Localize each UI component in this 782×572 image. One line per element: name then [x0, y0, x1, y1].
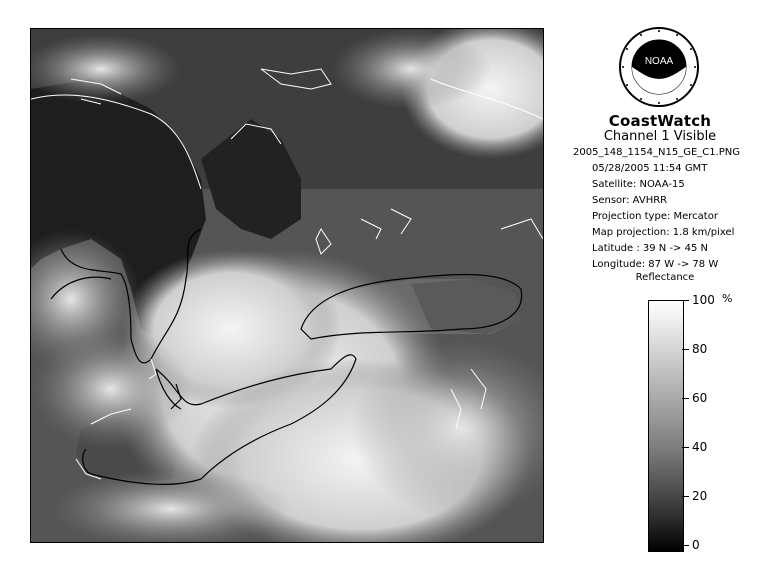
- colorbar-tick-label: 40: [692, 440, 708, 454]
- datetime: 05/28/2005 11:54 GMT: [592, 163, 708, 174]
- satellite: Satellite: NOAA-15: [592, 179, 685, 190]
- colorbar-tick: [682, 349, 689, 350]
- colorbar-tick-label: 0: [692, 538, 700, 552]
- filename: 2005_148_1154_N15_GE_C1.PNG: [573, 147, 741, 158]
- colorbar-tick-label: 80: [692, 342, 708, 356]
- channel-label: Channel 1 Visible: [603, 129, 717, 144]
- colorbar-unit: %: [722, 292, 733, 305]
- colorbar-tick: [682, 496, 689, 497]
- colorbar-tick: [682, 300, 689, 301]
- projection-type: Projection type: Mercator: [592, 211, 718, 222]
- colorbar-tick: [682, 545, 689, 546]
- latitude: Latitude : 39 N -> 45 N: [592, 243, 708, 254]
- colorbar-tick-label: 20: [692, 489, 708, 503]
- map-projection: Map projection: 1.8 km/pixel: [592, 227, 735, 238]
- reflectance-colorbar: [648, 300, 684, 552]
- app-title: CoastWatch: [608, 112, 712, 130]
- sensor: Sensor: AVHRR: [592, 195, 668, 206]
- colorbar-title: Reflectance: [635, 272, 695, 283]
- colorbar-tick-label: 60: [692, 391, 708, 405]
- colorbar-tick: [682, 447, 689, 448]
- colorbar-tick: [682, 398, 689, 399]
- longitude: Longitude: 87 W -> 78 W: [592, 259, 719, 270]
- noaa-logo-text: NOAA: [644, 56, 674, 67]
- satellite-image: [30, 28, 544, 543]
- noaa-logo: [619, 27, 699, 107]
- colorbar-tick-label: 100: [692, 293, 715, 307]
